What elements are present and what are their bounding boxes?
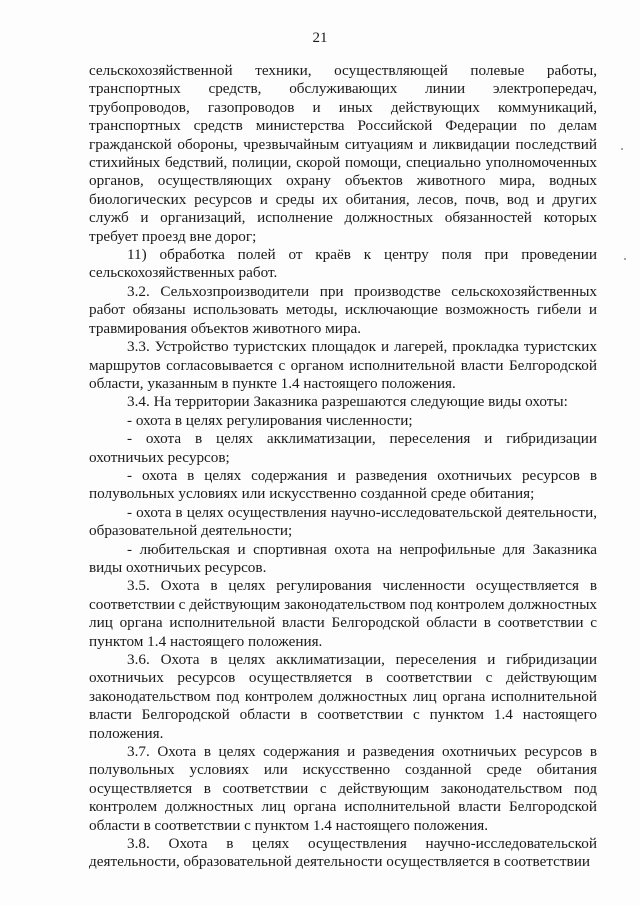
paragraph-3-7: 3.7. Охота в целях содержания и разведения охотничьих ресурсов в полувольных условиях или искусственно созданной среде обитания осуществляется в соответствии с действующим законодательством под контролем должностных лиц органа исполнительной власти Белгородской области в соответствии с пунктом 1.4 настоящего положения.	[89, 743, 597, 834]
paragraph-3-4: 3.4. На территории Заказника разрешаются следующие виды охоты:	[127, 393, 568, 411]
paragraph-3-6: 3.6. Охота в целях акклиматизации, переселения и гибридизации охотничьих ресурсов осуществляется в соответствии с действующим законодательством под контролем должностных лиц органа исполнительной власти Белгородской области в соответствии с пунктом 1.4 настоящего положения.	[89, 651, 597, 742]
paragraph-continuation: сельскохозяйственной техники, осуществляющей полевые работы, транспортных средств, обслуживающих линии электропередач, трубопроводов, газопроводов и иных действующих коммуникаций, транспортных средств министерства Российской Федерации по делам гражданской обороны, чрезвычайным ситуациям и ликвидации последствий стихийных бедствий, полиции, скорой помощи, специально уполномоченных органов, осуществляющих охрану объектов животного мира, водных биологических ресурсов и среды их обитания, лесов, почв, вод и других служб и организаций, исполнение должностных обязанностей которых требует проезд вне дорог;	[89, 62, 597, 245]
paragraph-3-2: 3.2. Сельхозпроизводители при производстве сельскохозяйственных работ обязаны использовать методы, исключающие возможность гибели и травмирования объектов животного мира.	[89, 282, 597, 337]
document-body	[89, 62, 597, 872]
hunting-type-item: - охота в целях содержания и разведения охотничьих ресурсов в полувольных условиях или искусственно созданной среде обитания;	[89, 466, 597, 503]
paragraph-3-3: 3.3. Устройство туристских площадок и лагерей, прокладка туристских маршрутов согласовывается с органом исполнительной власти Белгородской области, указанным в пункте 1.4 настоящего положения.	[89, 338, 597, 392]
scan-speck	[621, 148, 623, 150]
scan-speck	[624, 258, 626, 260]
hunting-type-item: - любительская и спортивная охота на непрофильные для Заказника виды охотничьих ресурсов.	[89, 540, 597, 576]
hunting-type-item: - охота в целях регулирования численности;	[127, 411, 413, 429]
hunting-type-item: - охота в целях осуществления научно-исследовательской деятельности, образовательной деятельности;	[89, 503, 597, 540]
list-item-11: 11) обработка полей от краёв к центру поля при проведении сельскохозяйственных работ.	[89, 246, 597, 282]
paragraph-3-8: 3.8. Охота в целях осуществления научно-исследовательской деятельности, образовательной деятельности осуществляется в соответствии	[89, 835, 597, 871]
page-number: 21	[312, 30, 328, 46]
paragraph-3-5: 3.5. Охота в целях регулирования численности осуществляется в соответствии с действующим законодательством под контролем должностных лиц органа исполнительной власти Белгородской области в соответствии с пунктом 1.4 настоящего положения.	[89, 577, 597, 650]
hunting-type-item: - охота в целях акклиматизации, переселения и гибридизации охотничьих ресурсов;	[89, 430, 597, 466]
